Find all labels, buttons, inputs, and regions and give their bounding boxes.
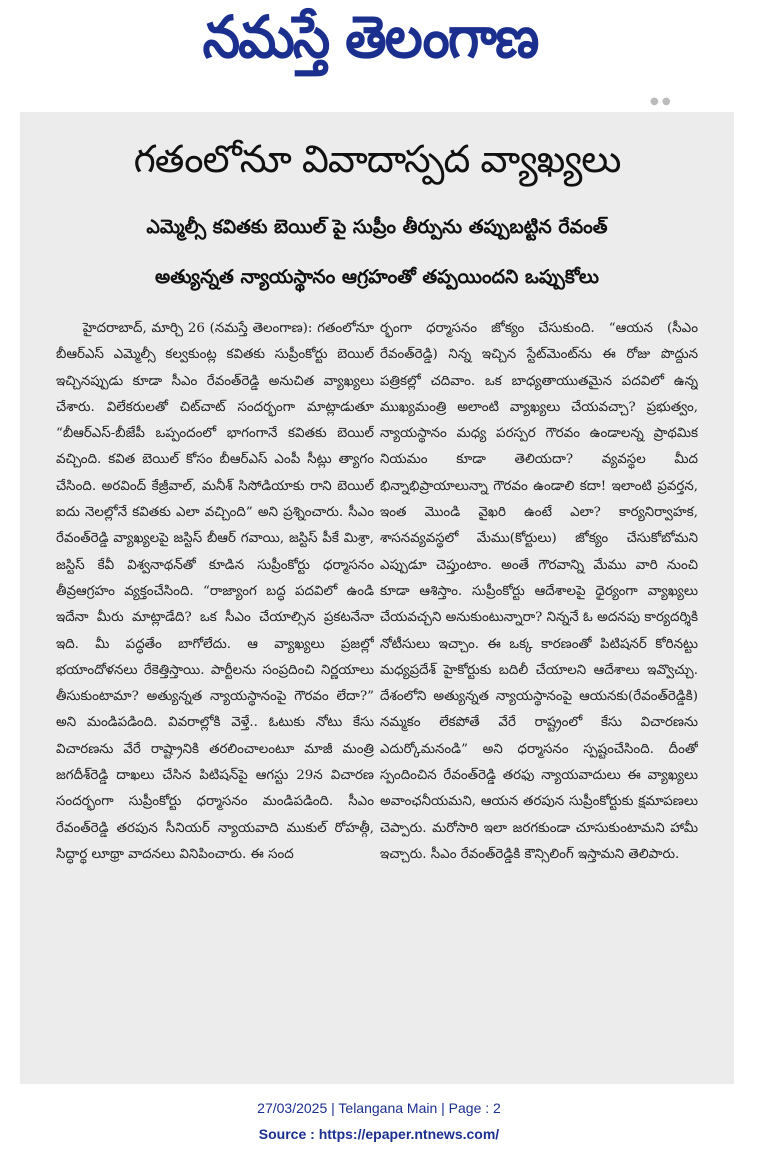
article-column-right <box>380 316 698 1076</box>
article-headline: గతంలోనూ వివాదాస్పద వ్యాఖ్యలు <box>133 137 621 181</box>
source-link[interactable]: Source : https://epaper.ntnews.com/ <box>258 1126 500 1142</box>
article-subheading-primary: ఎమ్మెల్సీ కవితకు బెయిల్ పై సుప్రీం తీర్పును తప్పుబట్టిన రేవంత్ <box>146 216 608 238</box>
newspaper-masthead: నమస్తే తెలంగాణ <box>202 2 538 71</box>
decorative-dots: ● ● <box>650 96 671 107</box>
column-right-text: ర్భంగా ధర్మాసనం జోక్యం చేసుకుంది. “ఆయన (సీఎం రేవంత్‌రెడ్డి) నిన్న ఇచ్చిన స్టేట్‌మెంట్‌ను ఈ రోజు పొద్దున పత్రికల్లో చదివాం. ఒక బాధ్యతాయుతమైన పదవిలో ఉన్న ముఖ్యమంత్రి అలాంటి వ్యాఖ్యలు చేయవచ్చా? ప్రభుత్వం, న్యాయస్థానం మధ్య పరస్పర గౌరవం ఉండాలన్న ప్రాథమిక నియమం కూడా తెలియదా? వ్యవస్థల మీద భిన్నాభిప్రాయాలున్నా గౌరవం ఉండాలి కదా! ఇలాంటి ప్రవర్తన, ఇంత మొండి వైఖరి ఉంటే ఎలా? కార్యనిర్వాహక, శాసనవ్యవస్థలో మేము(కోర్టులు) జోక్యం చేసుకోబోమని ఎప్పుడూ చెప్తుంటాం. అంతే గౌరవాన్ని మేము వారి నుంచి కూడా ఆశిస్తాం. సుప్రీంకోర్టు ఆదేశాలపై ధైర్యంగా వ్యాఖ్యలు చేయవచ్చని అనుకుంటున్నారా? నిన్ననే ఓ అదనపు కార్యదర్శికి నోటీసులు ఇచ్చాం. ఈ ఒక్క కారణంతో పిటిషనర్ కోరినట్టు మధ్యప్రదేశ్ హైకోర్టుకు బదిలీ చేయాలని ఆదేశాలు ఇవ్వొచ్చు. దేశంలోని అత్యున్నత న్యాయస్థానంపై ఆయనకు(రేవంత్‌రెడ్డికి) నమ్మకం లేకపోతే వేరే రాష్ట్రంలో కేసు విచారణను ఎదుర్కోమనండి” అని ధర్మాసనం స్పష్టంచేసింది. దీంతో స్పందించిన రేవంత్‌రెడ్డి తరఫు న్యాయవాదులు ఈ వ్యాఖ్యలు అవాంఛనీయమని, ఆయన తరపున సుప్రీంకోర్టుకు క్షమాపణలు చెప్పారు. మరోసారి ఇలా జరగకుండా చూసుకుంటామని హామీ ఇచ్చారు. సీఎం రేవంత్‌రెడ్డికి కౌన్సిలింగ్ ఇస్తామని తెలిపారు. <box>380 321 698 862</box>
article-clipping <box>20 112 734 1084</box>
article-subheading-secondary: అత్యున్నత న్యాయస్థానం ఆగ్రహంతో తప్పయిందని ఒప్పుకోలు <box>155 266 599 288</box>
edition-info: 27/03/2025 | Telangana Main | Page : 2 <box>257 1100 501 1116</box>
column-left-text: హైదరాబాద్, మార్చి 26 (నమస్తే తెలంగాణ): గతంలోనూ బీఆర్ఎస్ ఎమ్మెల్సీ కల్వకుంట్ల కవితకు సుప్రీంకోర్టు బెయిల్ ఇచ్చినప్పుడు కూడా సీఎం రేవంత్‌రెడ్డి అనుచిత వ్యాఖ్యలు చేశారు. విలేకరులతో చిట్‌చాట్ సందర్భంగా మాట్లాడుతూ “బీఆర్ఎస్-బీజేపీ ఒప్పందంలో భాగంగానే కవితకు బెయిల్ వచ్చింది. కవిత బెయిల్ కోసం బీఆర్ఎస్ ఎంపీ సీట్లు త్యాగం చేసింది. అరవింద్ కేజ్రీవాల్, మనీశ్ సిసోడియాకు రాని బెయిల్ ఐదు నెలల్లోనే కవితకు ఎలా వచ్చింది” అని ప్రశ్నించారు. సీఎం రేవంత్‌రెడ్డి వ్యాఖ్యలపై జస్టిస్ బీఆర్ గవాయి, జస్టిస్ పీకే మిశ్రా, జస్టిస్ కేవీ విశ్వనాథన్‌తో కూడిన సుప్రీంకోర్టు ధర్మాసనం తీవ్రఆగ్రహం వ్యక్తంచేసింది. “రాజ్యాంగ బద్ధ పదవిలో ఉండి ఇదేనా మీరు మాట్లాడేది? ఒక సీఎం చేయాల్సిన ప్రకటనేనా ఇది. మీ పద్ధతేం బాగోలేదు. ఆ వ్యాఖ్యలు ప్రజల్లో భయాందోళనలు రేకెత్తిస్తాయి. పార్టీలను సంప్రదించి నిర్ణయాలు తీసుకుంటామా? అత్యున్నత న్యాయస్థానంపై గౌరవం లేదా?” అని మండిపడింది. వివరాల్లోకి వెళ్తే.. ఓటుకు నోటు కేసు విచారణను వేరే రాష్ట్రానికి తరలించాలంటూ మాజీ మంత్రి జగదీశ్‌రెడ్డి దాఖలు చేసిన పిటిషన్‌పై ఆగస్టు 29న విచారణ సందర్భంగా సుప్రీంకోర్టు ధర్మాసనం మండిపడింది. సీఎం రేవంత్‌రెడ్డి తరపున సీనియర్ న్యాయవాది ముకుల్ రోహత్గీ, సిద్ధార్థ లూథ్రా వాదనలు వినిపించారు. ఈ సంద <box>56 321 374 862</box>
article-column-left <box>56 316 374 1076</box>
